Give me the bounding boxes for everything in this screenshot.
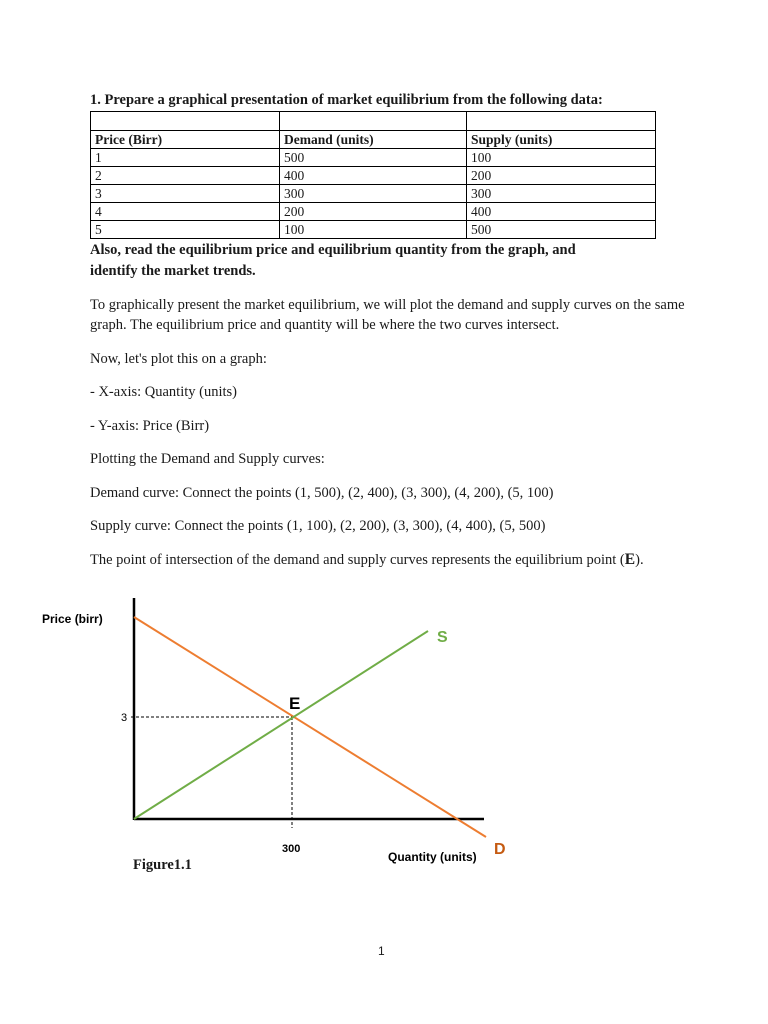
- cell-demand: 100: [280, 221, 467, 239]
- cell-price: 3: [91, 185, 280, 203]
- header-demand: Demand (units): [280, 131, 467, 149]
- table-row: [91, 149, 656, 167]
- equilibrium-graph: [0, 580, 768, 880]
- header-supply: Supply (units): [467, 131, 656, 149]
- table-header-row: [91, 131, 656, 149]
- intersection-text-after: ).: [635, 552, 644, 568]
- demand-curve-line: Demand curve: Connect the points (1, 500), (2, 400), (3, 300), (4, 200), (5, 100): [90, 485, 554, 501]
- cell-price: 4: [91, 203, 280, 221]
- data-table: [90, 111, 656, 239]
- y-axis-label: Price (birr): [42, 612, 103, 626]
- cell-demand: 400: [280, 167, 467, 185]
- demand-label: D: [494, 841, 506, 858]
- plotting-line: Plotting the Demand and Supply curves:: [90, 451, 325, 467]
- intro-paragraph: To graphically present the market equilibrium, we will plot the demand and supply curves on the same graph. The equilibrium price and quantity will be where the two curves intersect.: [90, 297, 685, 333]
- supply-curve-line: Supply curve: Connect the points (1, 100), (2, 200), (3, 300), (4, 400), (5, 500): [90, 518, 546, 534]
- intersection-symbol: E: [624, 551, 636, 568]
- cell-price: 1: [91, 149, 280, 167]
- cell-demand: 500: [280, 149, 467, 167]
- x-axis-label: Quantity (units): [388, 850, 477, 864]
- question-followup: [90, 240, 650, 282]
- table-blank-row: [91, 112, 656, 131]
- quantity-tick-label: 300: [282, 843, 301, 855]
- equilibrium-label: E: [289, 694, 301, 713]
- table-row: [91, 221, 656, 239]
- plot-intro: Now, let's plot this on a graph:: [90, 351, 267, 367]
- table-row: [91, 203, 656, 221]
- followup-line-1: Also, read the equilibrium price and equilibrium quantity from the graph, and: [90, 242, 576, 258]
- cell-supply: 500: [467, 221, 656, 239]
- followup-line-2: identify the market trends.: [90, 263, 256, 279]
- cell-demand: 300: [280, 185, 467, 203]
- price-tick-label: 3: [121, 712, 128, 724]
- page-number: 1: [378, 944, 385, 958]
- x-axis-line: - X-axis: Quantity (units): [90, 384, 237, 400]
- cell-price: 2: [91, 167, 280, 185]
- table-row: [91, 167, 656, 185]
- y-axis-line: - Y-axis: Price (Birr): [90, 418, 210, 434]
- demand-curve: [134, 617, 486, 837]
- cell-supply: 100: [467, 149, 656, 167]
- cell-price: 5: [91, 221, 280, 239]
- supply-label: S: [437, 629, 448, 646]
- supply-curve: [134, 631, 428, 819]
- table-row: [91, 185, 656, 203]
- cell-supply: 300: [467, 185, 656, 203]
- figure-caption: Figure1.1: [133, 857, 192, 873]
- cell-demand: 200: [280, 203, 467, 221]
- header-price: Price (Birr): [91, 131, 280, 149]
- question-heading: 1. Prepare a graphical presentation of market equilibrium from the following data:: [90, 92, 603, 108]
- cell-supply: 400: [467, 203, 656, 221]
- cell-supply: 200: [467, 167, 656, 185]
- intersection-text-before: The point of intersection of the demand and supply curves represents the equilibrium point (: [90, 552, 625, 568]
- intersection-line: [90, 550, 690, 570]
